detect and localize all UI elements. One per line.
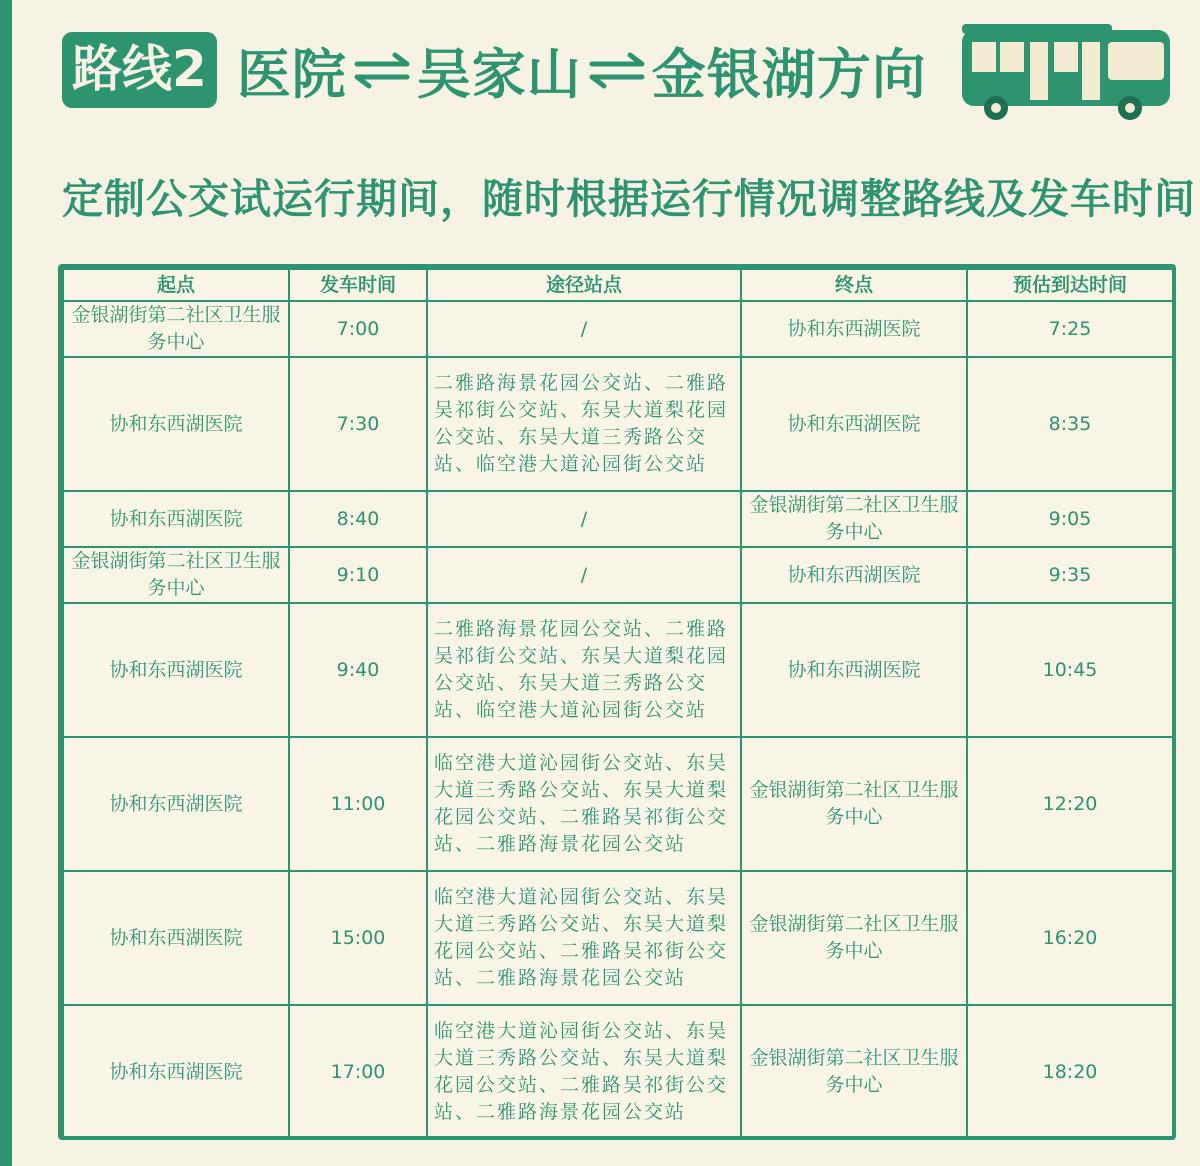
cell-start: 协和东西湖医院	[63, 1005, 289, 1139]
col-header-arrive: 预估到达时间	[967, 269, 1173, 301]
cell-end: 金银湖街第二社区卫生服务中心	[741, 491, 967, 547]
cell-depart: 11:00	[289, 737, 427, 871]
bus-icon	[958, 22, 1176, 122]
cell-end: 金银湖街第二社区卫生服务中心	[741, 737, 967, 871]
stop-wujiashan: 吴家山	[416, 42, 582, 106]
col-header-depart: 发车时间	[289, 269, 427, 301]
cell-start: 协和东西湖医院	[63, 357, 289, 491]
cell-arrive: 12:20	[967, 737, 1173, 871]
table-row	[63, 301, 1173, 357]
cell-end: 协和东西湖医院	[741, 357, 967, 491]
cell-via: 临空港大道沁园街公交站、东吴大道三秀路公交站、东吴大道梨花园公交站、二雅路吴祁街公交站、二雅路海景花园公交站	[427, 1005, 741, 1139]
cell-via: /	[427, 301, 741, 357]
cell-depart: 7:00	[289, 301, 427, 357]
cell-arrive: 9:35	[967, 547, 1173, 603]
cell-depart: 15:00	[289, 871, 427, 1005]
cell-depart: 7:30	[289, 357, 427, 491]
cell-arrive: 8:35	[967, 357, 1173, 491]
cell-arrive: 16:20	[967, 871, 1173, 1005]
route-badge: 路线2	[62, 32, 217, 108]
cell-start: 金银湖街第二社区卫生服务中心	[63, 301, 289, 357]
table-row	[63, 357, 1173, 491]
left-accent-bar	[0, 0, 12, 1166]
table-row	[63, 603, 1173, 737]
cell-end: 协和东西湖医院	[741, 547, 967, 603]
route-title	[62, 30, 927, 110]
cell-via: /	[427, 547, 741, 603]
cell-via: 临空港大道沁园街公交站、东吴大道三秀路公交站、东吴大道梨花园公交站、二雅路吴祁街公交站、二雅路海景花园公交站	[427, 737, 741, 871]
cell-start: 协和东西湖医院	[63, 491, 289, 547]
cell-arrive: 10:45	[967, 603, 1173, 737]
two-way-arrow-icon	[586, 50, 648, 90]
table-row	[63, 1005, 1173, 1139]
table-row	[63, 871, 1173, 1005]
cell-end: 金银湖街第二社区卫生服务中心	[741, 871, 967, 1005]
notice-text: 定制公交试运行期间，随时根据运行情况调整路线及发车时间	[62, 175, 1196, 223]
cell-end: 协和东西湖医院	[741, 301, 967, 357]
cell-end: 金银湖街第二社区卫生服务中心	[741, 1005, 967, 1139]
cell-start: 协和东西湖医院	[63, 603, 289, 737]
cell-depart: 9:40	[289, 603, 427, 737]
schedule-table-frame	[58, 264, 1176, 1140]
table-row	[63, 737, 1173, 871]
table-row	[63, 491, 1173, 547]
cell-depart: 17:00	[289, 1005, 427, 1139]
table-row	[63, 547, 1173, 603]
cell-arrive: 9:05	[967, 491, 1173, 547]
cell-end: 协和东西湖医院	[741, 603, 967, 737]
cell-start: 协和东西湖医院	[63, 871, 289, 1005]
table-header-row	[63, 269, 1173, 301]
route-stops	[237, 32, 927, 109]
col-header-via: 途径站点	[427, 269, 741, 301]
cell-arrive: 18:20	[967, 1005, 1173, 1139]
cell-arrive: 7:25	[967, 301, 1173, 357]
cell-start: 协和东西湖医院	[63, 737, 289, 871]
two-way-arrow-icon	[351, 50, 413, 90]
stop-hospital: 医院	[236, 42, 347, 106]
col-header-end: 终点	[741, 269, 967, 301]
cell-depart: 8:40	[289, 491, 427, 547]
cell-start: 金银湖街第二社区卫生服务中心	[63, 547, 289, 603]
schedule-table	[62, 268, 1174, 1140]
cell-via: 临空港大道沁园街公交站、东吴大道三秀路公交站、东吴大道梨花园公交站、二雅路吴祁街公交站、二雅路海景花园公交站	[427, 871, 741, 1005]
cell-via: /	[427, 491, 741, 547]
stop-jinyinhu-direction: 金银湖方向	[651, 42, 927, 106]
cell-via: 二雅路海景花园公交站、二雅路吴祁街公交站、东吴大道梨花园公交站、东吴大道三秀路公交站、临空港大道沁园街公交站	[427, 603, 741, 737]
cell-via: 二雅路海景花园公交站、二雅路吴祁街公交站、东吴大道梨花园公交站、东吴大道三秀路公交站、临空港大道沁园街公交站	[427, 357, 741, 491]
col-header-start: 起点	[63, 269, 289, 301]
cell-depart: 9:10	[289, 547, 427, 603]
